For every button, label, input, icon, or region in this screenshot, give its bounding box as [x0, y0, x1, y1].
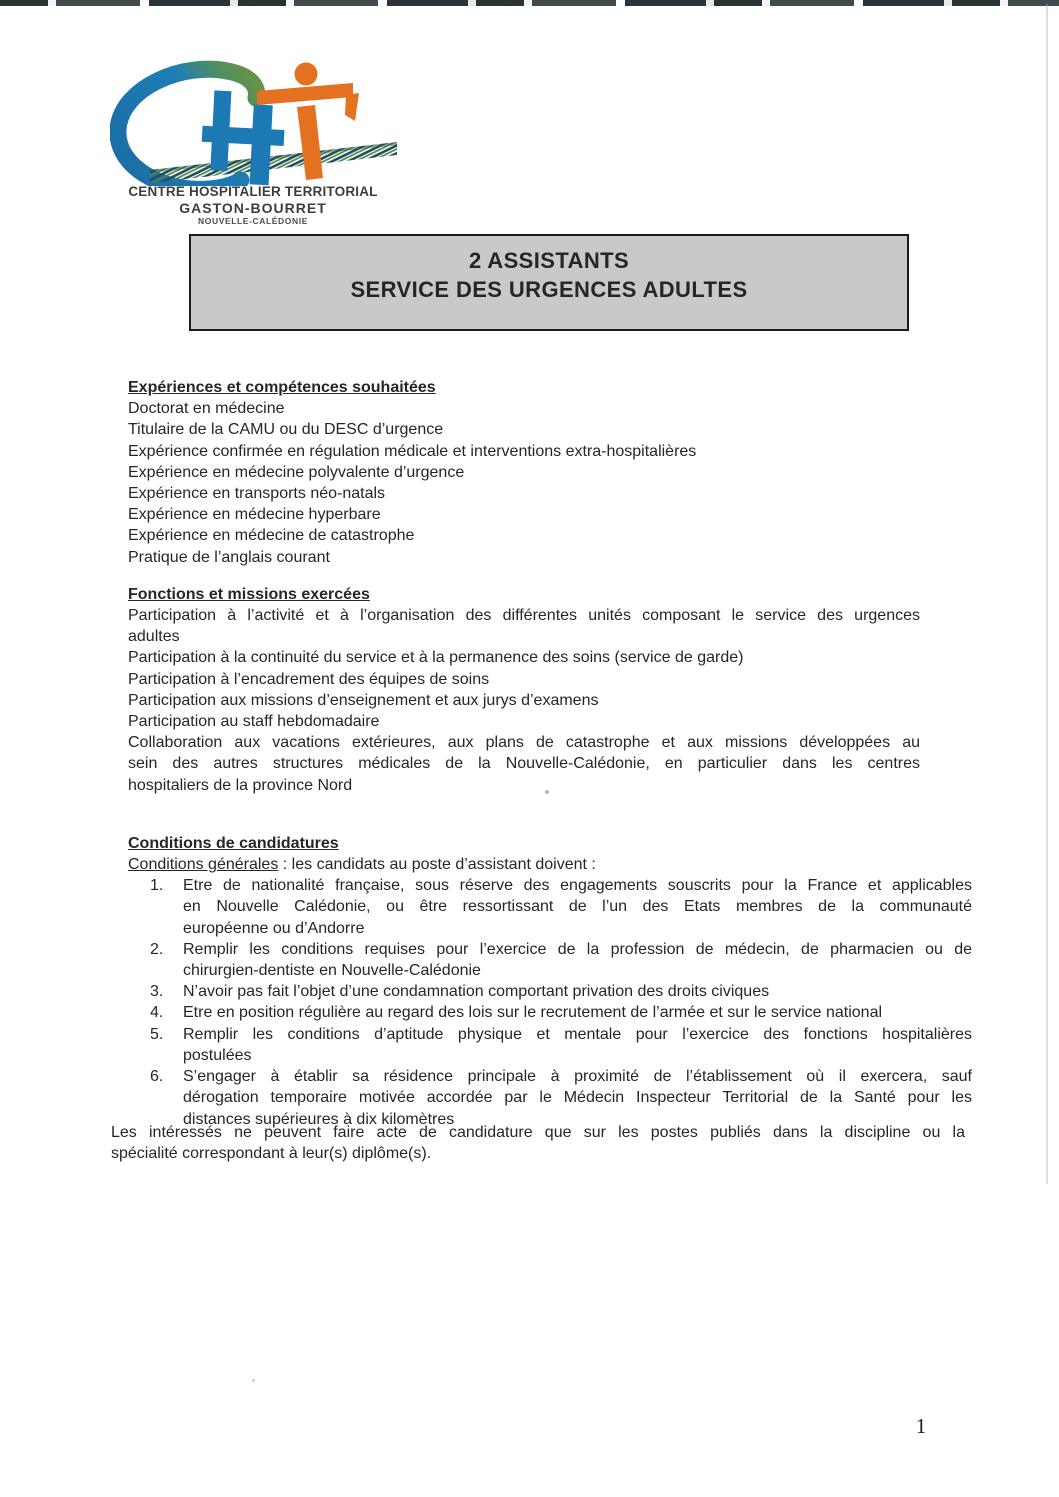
title-line-2: SERVICE DES URGENCES ADULTES — [350, 276, 748, 302]
text-line: S’engager à établir sa résidence principale à proximité de l’établissement où il exercera, sauf — [183, 1068, 972, 1086]
text-line: spécialité correspondant à leur(s) diplôme(s). — [111, 1145, 432, 1163]
organization-name — [110, 184, 396, 226]
closing-paragraph — [111, 1122, 965, 1164]
list-item-number: 4. — [150, 1004, 164, 1022]
section-fonctions — [128, 584, 920, 796]
list-item — [150, 1024, 972, 1066]
text-line: adultes — [128, 628, 180, 646]
paragraph — [128, 711, 920, 732]
conditions-intro — [128, 854, 920, 875]
text-line: Participation à l’encadrement des équipes de soins — [128, 670, 490, 688]
intro-underlined: Conditions générales — [128, 856, 279, 874]
list-item — [150, 981, 972, 1002]
text-line: Expérience en médecine de catastrophe — [128, 527, 415, 545]
section-heading: Fonctions et missions exercées — [128, 585, 370, 603]
text-line: dérogation temporaire motivée accordée par le Médecin Inspecteur Territorial de la Santé pour les — [183, 1089, 972, 1107]
list-item — [150, 875, 972, 939]
list-item-number: 3. — [150, 983, 164, 1001]
paragraph — [128, 525, 920, 546]
text-line: Etre de nationalité française, sous réserve des engagements souscrits pour la France et applicables — [183, 877, 972, 895]
paragraph — [128, 462, 920, 483]
list-item-number: 5. — [150, 1025, 164, 1043]
page-number: 1 — [915, 1414, 927, 1438]
title-box — [189, 234, 909, 331]
list-item — [150, 1002, 972, 1023]
text-line: Expérience en médecine polyvalente d’urgence — [128, 463, 465, 481]
text-line: Participation à l’activité et à l’organisation des différentes unités composant le service des urgences — [128, 607, 920, 625]
cht-logo-graphic — [110, 58, 400, 186]
intro-rest: : les candidats au poste d’assistant doivent : — [278, 856, 596, 874]
text-line: postulées — [183, 1046, 252, 1064]
conditions-list — [128, 875, 972, 1129]
text-line: en Nouvelle Calédonie, ou être ressortissant de l’un des Etats membres de la communauté — [183, 898, 972, 916]
text-line: Participation au staff hebdomadaire — [128, 713, 380, 731]
title-line-1: 2 ASSISTANTS — [468, 248, 630, 273]
text-line: Remplir les conditions requises pour l’exercice de la profession de médecin, de pharmacien ou de — [183, 940, 972, 958]
list-item — [150, 1066, 972, 1130]
paragraph — [128, 441, 920, 462]
paragraph — [128, 419, 920, 440]
text-line: Pratique de l’anglais courant — [128, 548, 330, 566]
paragraph — [128, 547, 920, 568]
text-line: N’avoir pas fait l’objet d’une condamnation comportant privation des droits civiques — [183, 983, 770, 1001]
section-paragraphs — [128, 605, 920, 796]
text-line: Participation à la continuité du service et à la permanence des soins (service de garde) — [128, 649, 744, 667]
paragraph — [128, 483, 920, 504]
text-line: Collaboration aux vacations extérieures, aux plans de catastrophe et aux missions développées au — [128, 734, 920, 752]
text-line: Expérience confirmée en régulation médicale et interventions extra-hospitalières — [128, 442, 697, 460]
text-line: Etre en position régulière au regard des lois sur le recrutement de l’armée et sur le service national — [183, 1004, 883, 1022]
section-paragraphs — [128, 398, 920, 568]
org-line-2: GASTON-BOURRET — [179, 200, 327, 216]
list-item-number: 6. — [150, 1068, 164, 1086]
scan-artifact-right-line — [1046, 4, 1048, 1184]
text-line: Remplir les conditions d’aptitude physique et mentale pour l’exercice des fonctions hospitalières — [183, 1025, 972, 1043]
text-line: Les intéressés ne peuvent faire acte de candidature que sur les postes publiés dans la discipline ou la — [111, 1124, 965, 1141]
list-item-number: 1. — [150, 877, 164, 895]
section-heading: Conditions de candidatures — [128, 834, 339, 852]
paragraph — [128, 605, 920, 647]
paragraph — [128, 398, 920, 419]
org-line-3: NOUVELLE-CALÉDONIE — [198, 216, 308, 226]
scan-speck — [252, 1379, 255, 1382]
text-line: Doctorat en médecine — [128, 400, 285, 418]
text-line: Titulaire de la CAMU ou du DESC d’urgence — [128, 421, 444, 439]
section-conditions — [128, 833, 972, 1130]
paragraph — [128, 732, 920, 796]
section-experiences — [128, 377, 920, 568]
paragraph — [128, 504, 920, 525]
text-line: Participation aux missions d’enseignement et aux jurys d’examens — [128, 691, 599, 709]
document-body — [128, 377, 972, 1130]
list-item — [150, 939, 972, 981]
paragraph — [111, 1122, 965, 1164]
text-line: Expérience en transports néo-natals — [128, 485, 386, 503]
text-line: distances supérieures à dix kilomètres — [183, 1110, 455, 1128]
org-line-1: CENTRE HOSPITALIER TERRITORIAL — [128, 184, 378, 199]
section-heading: Expériences et compétences souhaitées — [128, 379, 436, 396]
scan-artifact-top-edge — [0, 0, 1059, 6]
paragraph — [128, 690, 920, 711]
paragraph — [128, 669, 920, 690]
text-line: hospitaliers de la province Nord — [128, 776, 353, 794]
paragraph — [128, 647, 920, 668]
text-line: européenne ou d’Andorre — [183, 919, 365, 937]
text-line: sein des autres structures médicales de la Nouvelle-Calédonie, en particulier dans les centres — [128, 755, 920, 773]
text-line: chirurgien-dentiste en Nouvelle-Calédonie — [183, 962, 481, 980]
text-line: Expérience en médecine hyperbare — [128, 506, 381, 524]
list-item-number: 2. — [150, 940, 164, 958]
cht-logo — [110, 58, 400, 186]
